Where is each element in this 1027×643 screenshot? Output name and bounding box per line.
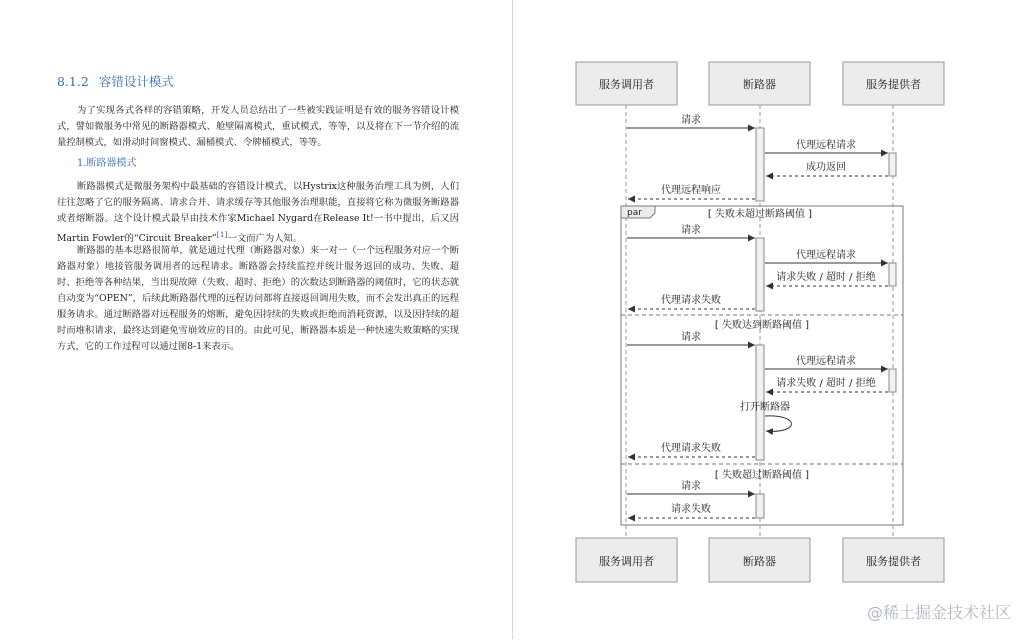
guard-label: [ 失败未超过断路阈值 ]	[707, 209, 813, 220]
activation-breaker	[756, 494, 764, 518]
paragraph2-text: 断路器模式是微服务架构中最基础的容错设计模式，以Hystrix这种服务治理工具为例，人们往往忽略了它的服务隔离、请求合并、请求缓存等其他服务治理职能，直接将它称为微服务断路器或者熔断器。这个设计模式最早由技术作家Michael Nygard在Release It!一书中提出，后又因Martin Fowler的“Circuit Breaker”	[57, 181, 459, 245]
message-label: 请求失败 / 超时 / 拒绝	[776, 378, 876, 389]
paragraph-circuit-breaker	[57, 179, 459, 247]
watermark: @稀土掘金技术社区	[866, 603, 1011, 622]
section-title: 容错设计模式	[98, 74, 174, 89]
participant-breaker-label: 断路器	[743, 555, 776, 568]
par-label: par	[627, 208, 642, 218]
sequence-diagram	[513, 0, 1027, 639]
participant-caller-label: 服务调用者	[599, 78, 654, 91]
participant-caller-label: 服务调用者	[599, 555, 654, 568]
message-label: 打开断路器	[740, 402, 790, 413]
message-label: 代理请求失败	[661, 443, 721, 454]
message-label: 代理远程请求	[796, 356, 856, 367]
activation-breaker	[756, 128, 764, 201]
section-heading	[57, 72, 174, 90]
left-page	[0, 0, 512, 639]
right-page	[513, 0, 1027, 639]
message-label: 请求	[681, 115, 701, 126]
participant-provider-label: 服务提供者	[866, 78, 921, 91]
paragraph2-tail: 一文而广为人知。	[227, 233, 303, 245]
activation-provider	[889, 369, 896, 392]
message-label: 请求	[681, 225, 701, 236]
message-label: 代理远程请求	[796, 250, 856, 261]
participant-breaker-top	[709, 62, 810, 105]
message-label: 请求失败	[671, 504, 711, 515]
participant-provider-bottom	[843, 538, 944, 582]
participant-provider-top	[843, 62, 944, 105]
activation-breaker	[756, 238, 764, 311]
message-label: 请求失败 / 超时 / 拒绝	[776, 272, 876, 283]
guard-label: [ 失败达到断路阈值 ]	[714, 320, 810, 331]
message-label: 代理远程请求	[796, 140, 856, 151]
message-label: 请求	[681, 332, 701, 343]
message-label: 成功返回	[806, 162, 846, 173]
activation-provider	[889, 263, 896, 286]
activation-provider	[889, 153, 896, 176]
subheading-circuit-breaker: 1.断路器模式	[77, 158, 137, 169]
footnote-ref-link[interactable]: [1]	[216, 230, 228, 239]
participant-provider-label: 服务提供者	[866, 555, 921, 568]
participant-breaker-bottom	[709, 538, 810, 582]
paragraph-breaker-mechanism: 断路器的基本思路很简单，就是通过代理（断路器对象）来一对一（一个远程服务对应一个断路器对象）地接管服务调用者的远程请求。断路器会持续监控并统计服务返回的成功、失败、超时、拒绝等各种结果，当出现故障（失败、超时、拒绝）的次数达到断路器的阈值时，它的状态就自动变为“OPEN”，后续此断路器代理的远程访问都将直接返回调用失败，而不会发出真正的远程服务请求。通过断路器对远程服务的熔断，避免因持续的失败或拒绝而消耗资源，以及因持续的超时而堆积请求，最终达到避免雪崩效应的目的。由此可见，断路器本质是一种快速失败策略的实现方式，它的工作过程可以通过图8-1来表示。	[57, 245, 459, 352]
participant-caller-bottom	[576, 538, 677, 582]
message-label: 代理远程响应	[661, 185, 721, 196]
paragraph-intro: 为了实现各式各样的容错策略，开发人员总结出了一些被实践证明是有效的服务容错设计模式，譬如微服务中常见的断路器模式、舱壁隔离模式，重试模式，等等，以及将在下一节介绍的流量控制模式，如滑动时间窗模式、漏桶模式、令牌桶模式，等等。	[57, 105, 459, 148]
participant-caller-top	[576, 62, 677, 105]
message-label: 请求	[681, 481, 701, 492]
message-label: 代理请求失败	[661, 295, 721, 306]
section-number: 8.1.2	[57, 74, 89, 89]
guard-label: [ 失败超过断路阈值 ]	[714, 470, 810, 481]
self-message-arrow	[765, 416, 791, 431]
participant-breaker-label: 断路器	[743, 78, 776, 91]
